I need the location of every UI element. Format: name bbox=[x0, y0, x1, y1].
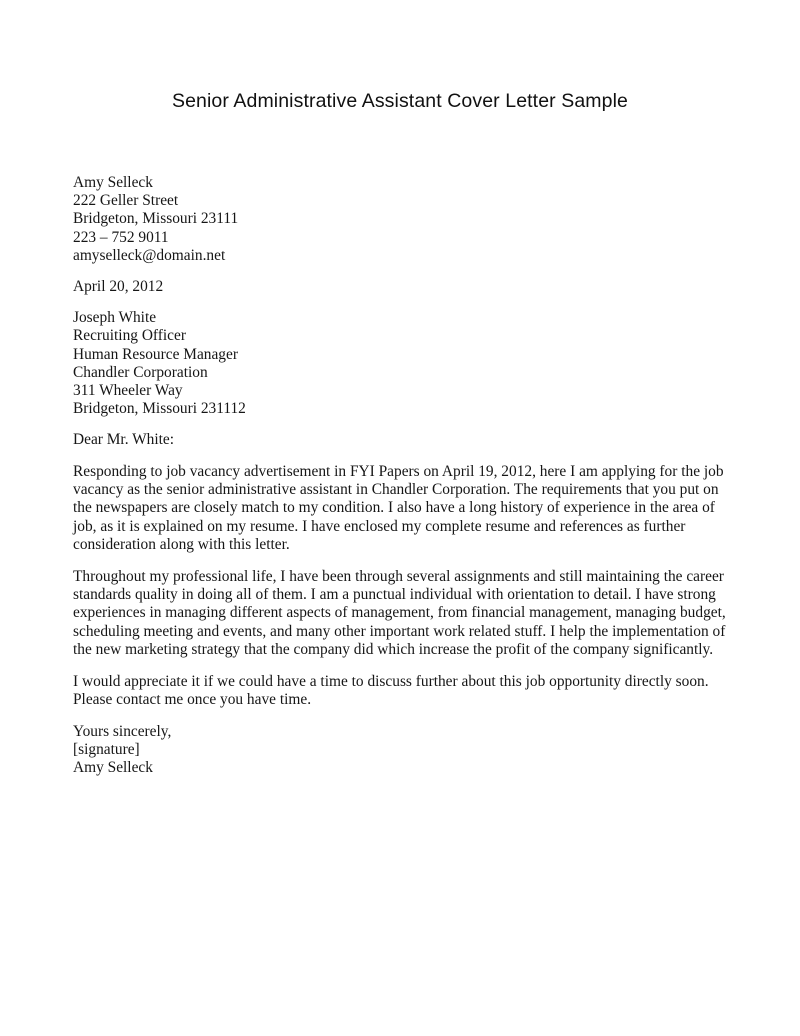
body-paragraph-2: Throughout my professional life, I have been through several assignments and still maintaining the career standards quality in doing all of them. I am a punctual individual with orientation to detail. I have strong experiences in managing different aspects of management, from financial management, managing budget, scheduling meeting and events, and many other important work related stuff. I help the implementation of the new marketing strategy that the company did which increase the profit of the company significantly. bbox=[73, 567, 726, 659]
sender-address-block bbox=[73, 174, 729, 265]
recipient-street: 311 Wheeler Way bbox=[73, 382, 183, 400]
sender-phone: 223 – 752 9011 bbox=[73, 228, 169, 246]
recipient-city-state-zip: Bridgeton, Missouri 231112 bbox=[73, 400, 246, 418]
letter-body bbox=[73, 174, 729, 777]
recipient-title: Recruiting Officer bbox=[73, 327, 186, 345]
letter-date-block bbox=[73, 278, 729, 296]
letter-date: April 20, 2012 bbox=[73, 278, 164, 296]
recipient-address-block bbox=[73, 309, 729, 418]
body-paragraph-1: Responding to job vacancy advertisement in FYI Papers on April 19, 2012, here I am applying for the job vacancy as the senior administrative assistant in Chandler Corporation. The requirements that you put on the newspapers are closely match to my condition. I also have a long history of experience in the area of job, as it is explained on my resume. I have enclosed my complete resume and references as further consideration along with this letter. bbox=[73, 462, 724, 554]
recipient-department: Human Resource Manager bbox=[73, 345, 238, 363]
recipient-company: Chandler Corporation bbox=[73, 363, 208, 381]
sender-name: Amy Selleck bbox=[73, 174, 153, 191]
page-title: Senior Administrative Assistant Cover Letter Sample bbox=[172, 90, 628, 112]
sender-city-state-zip: Bridgeton, Missouri 23111 bbox=[73, 210, 239, 228]
sender-street: 222 Geller Street bbox=[73, 192, 179, 210]
sender-email: amyselleck@domain.net bbox=[73, 246, 226, 264]
salutation: Dear Mr. White: bbox=[73, 431, 175, 449]
body-paragraph-3: I would appreciate it if we could have a time to discuss further about this job opportunity directly soon. Please contact me once you have time. bbox=[73, 672, 709, 709]
signer-name: Amy Selleck bbox=[73, 758, 153, 776]
recipient-name: Joseph White bbox=[73, 309, 157, 327]
valediction: Yours sincerely, bbox=[73, 722, 172, 740]
signature-placeholder: [signature] bbox=[73, 740, 140, 758]
closing-block bbox=[73, 723, 729, 778]
